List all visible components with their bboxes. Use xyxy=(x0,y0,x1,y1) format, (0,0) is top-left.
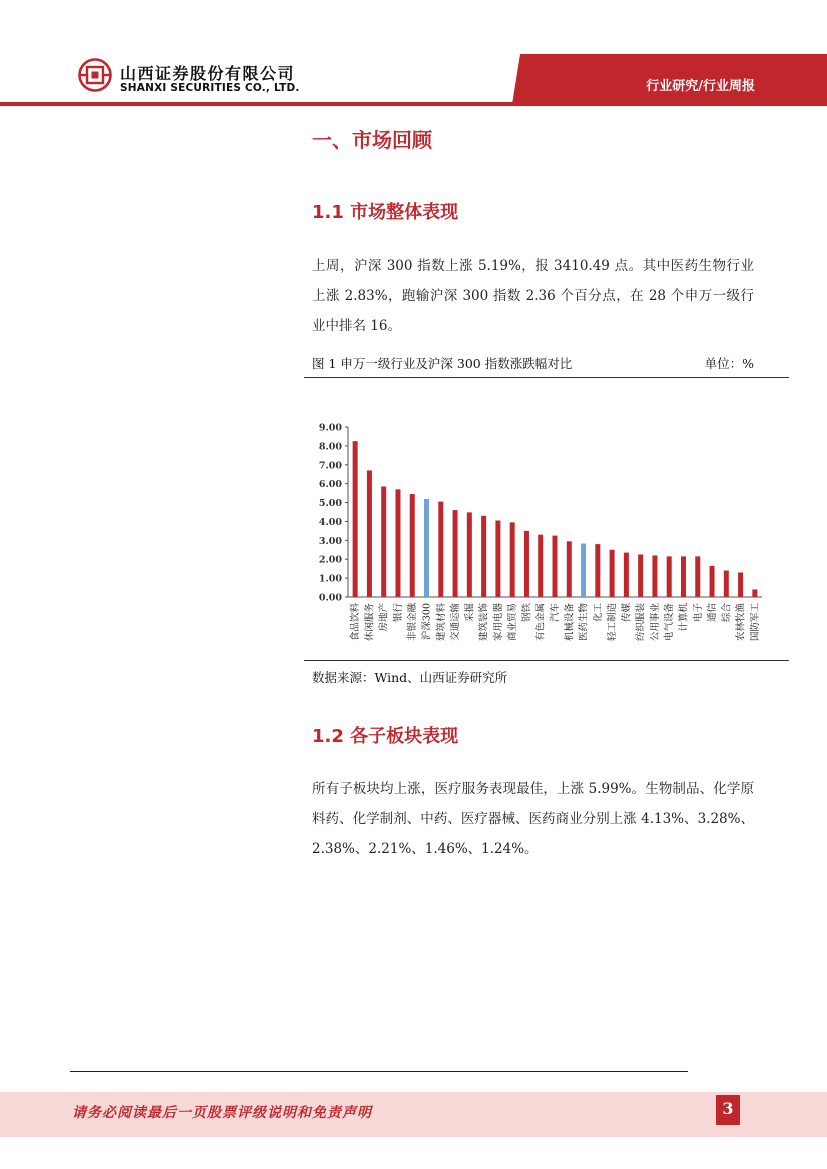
subsector-summary-paragraph: 所有子板块均上涨，医疗服务表现最佳，上涨 5.99%。生物制品、化学原料药、化学制剂、中药、医疗器械、医药商业分别上涨 4.13%、3.28%、2.38%、2.21%、1.46%、1.24%。 xyxy=(312,781,754,857)
x-tick-label: 采掘 xyxy=(464,603,476,623)
subsection-title-1-1: 1.1 市场整体表现 xyxy=(312,202,459,223)
bar-轻工制造 xyxy=(610,550,615,597)
x-tick-label: 休闲服务 xyxy=(364,603,376,642)
bar-医药生物 xyxy=(581,544,586,597)
bar-综合 xyxy=(724,571,729,597)
figure-top-rule xyxy=(304,377,789,378)
bar-沪深300 xyxy=(424,499,429,597)
x-tick-label: 国防军工 xyxy=(749,603,761,642)
bar-化工 xyxy=(595,544,600,597)
x-tick-label: 电气设备 xyxy=(664,603,676,642)
x-tick-label: 建筑材料 xyxy=(435,603,447,642)
bar-交通运输 xyxy=(453,510,458,597)
x-tick-label: 家用电器 xyxy=(492,603,504,642)
bar-通信 xyxy=(710,566,715,597)
bar-采掘 xyxy=(467,512,472,597)
y-tick-label: 3.00 xyxy=(318,535,342,547)
y-tick-label: 7.00 xyxy=(318,460,342,472)
x-tick-label: 传媒 xyxy=(621,603,633,623)
bar-公用事业 xyxy=(652,555,657,597)
company-name-cn: 山西证券股份有限公司 xyxy=(120,64,296,83)
x-tick-label: 公用事业 xyxy=(649,603,661,642)
x-tick-label: 机械设备 xyxy=(564,603,576,642)
bar-国防军工 xyxy=(752,589,757,597)
bar-汽车 xyxy=(553,536,558,597)
bar-有色金属 xyxy=(538,535,543,597)
y-tick-label: 5.00 xyxy=(318,498,342,510)
x-tick-label: 钢铁 xyxy=(521,603,533,623)
x-tick-label: 商业贸易 xyxy=(507,603,519,642)
bar-建筑材料 xyxy=(438,502,443,597)
figure-title: 图 1 申万一级行业及沪深 300 指数涨跌幅对比 xyxy=(312,356,573,371)
market-summary-paragraph: 上周，沪深 300 指数上涨 5.19%，报 3410.49 点。其中医药生物行业上涨 2.83%，跑输沪深 300 指数 2.36 个百分点，在 28 个申万一级行业中排名 16。 xyxy=(312,258,754,334)
x-tick-label: 轻工制造 xyxy=(607,603,619,642)
report-type-label: 行业研究/行业周报 xyxy=(646,79,755,94)
bar-机械设备 xyxy=(567,541,572,597)
x-tick-label: 交通运输 xyxy=(450,603,462,642)
x-tick-label: 汽车 xyxy=(550,603,561,623)
bar-休闲服务 xyxy=(367,470,372,597)
figure-source: 数据来源：Wind、山西证券研究所 xyxy=(312,670,508,685)
y-tick-label: 8.00 xyxy=(318,441,342,453)
x-tick-label: 计算机 xyxy=(678,603,690,632)
x-tick-label: 综合 xyxy=(721,603,733,623)
x-tick-label: 食品饮料 xyxy=(350,603,362,642)
x-tick-label: 有色金属 xyxy=(535,603,547,642)
footer-disclaimer: 请务必阅读最后一页股票评级说明和免责声明 xyxy=(72,1105,372,1121)
bar-商业贸易 xyxy=(510,522,515,597)
section-title: 一、市场回顾 xyxy=(312,128,432,152)
bar-银行 xyxy=(395,489,400,597)
bar-钢铁 xyxy=(524,531,529,597)
company-logo xyxy=(78,58,112,92)
industry-return-bar-chart xyxy=(304,385,789,660)
figure-unit: 单位：% xyxy=(704,356,754,371)
bar-食品饮料 xyxy=(353,441,358,597)
bar-家用电器 xyxy=(495,521,500,598)
x-tick-label: 电子 xyxy=(692,603,704,623)
x-tick-label: 建筑装饰 xyxy=(478,603,490,642)
footer-rule xyxy=(70,1071,688,1072)
x-tick-label: 非银金融 xyxy=(407,603,419,642)
bar-房地产 xyxy=(381,487,386,598)
x-tick-label: 化工 xyxy=(592,603,604,623)
y-tick-label: 2.00 xyxy=(318,554,342,566)
bar-电气设备 xyxy=(667,556,672,597)
y-tick-label: 6.00 xyxy=(318,479,342,491)
y-tick-label: 1.00 xyxy=(318,573,342,585)
subsection-title-1-2: 1.2 各子板块表现 xyxy=(312,726,459,747)
bar-纺织服装 xyxy=(638,555,643,598)
x-tick-label: 房地产 xyxy=(378,603,390,632)
x-tick-label: 医药生物 xyxy=(578,603,590,642)
y-tick-label: 0.00 xyxy=(318,592,342,604)
page-number: 3 xyxy=(722,1099,734,1118)
x-tick-label: 纺织服装 xyxy=(635,603,647,642)
y-tick-label: 9.00 xyxy=(318,422,342,434)
bar-非银金融 xyxy=(410,494,415,597)
x-tick-label: 农林牧渔 xyxy=(735,603,747,642)
x-tick-label: 通信 xyxy=(707,603,719,623)
company-name-en: SHANXI SECURITIES CO., LTD. xyxy=(120,82,300,94)
bar-农林牧渔 xyxy=(738,572,743,597)
x-tick-label: 沪深300 xyxy=(421,603,433,641)
figure-bottom-rule xyxy=(304,660,789,661)
bar-计算机 xyxy=(681,556,686,597)
x-tick-label: 银行 xyxy=(392,603,404,623)
bar-电子 xyxy=(695,556,700,597)
bar-建筑装饰 xyxy=(481,516,486,597)
y-tick-label: 4.00 xyxy=(318,516,342,528)
bar-传媒 xyxy=(624,553,629,597)
